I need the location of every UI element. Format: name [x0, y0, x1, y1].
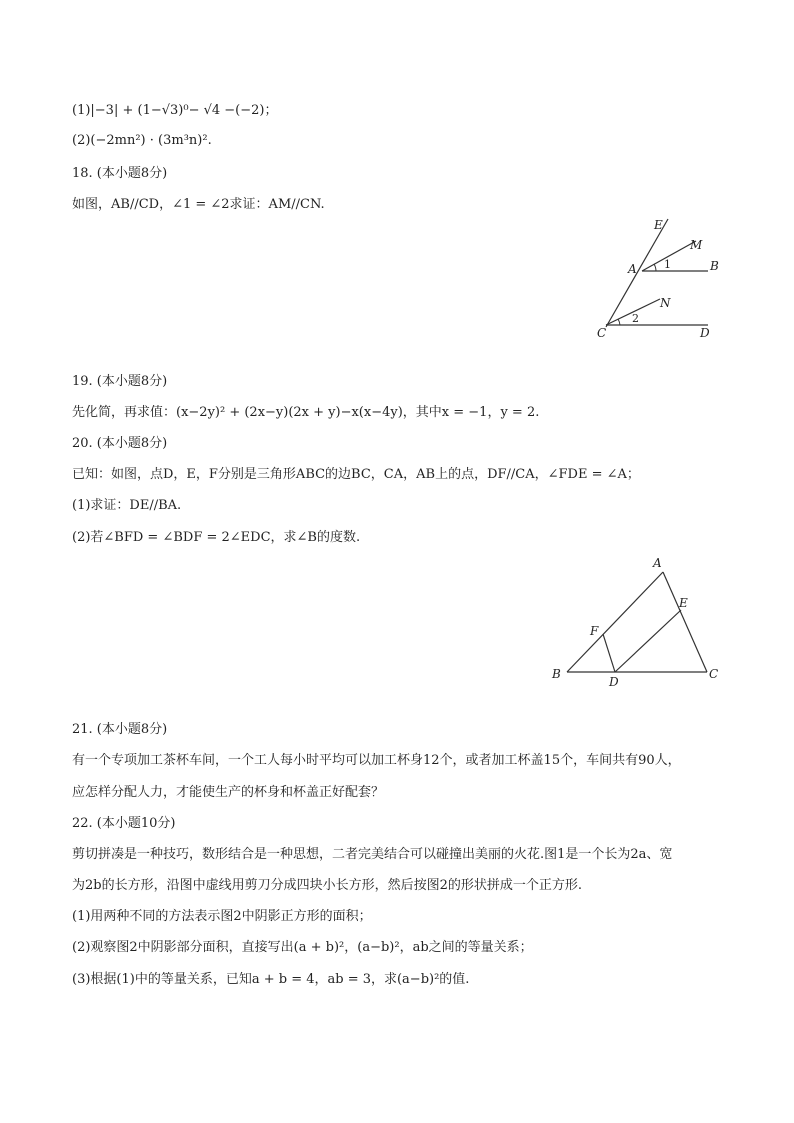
problem-17-part-2: (2)(−2mn²) · (3m³n)². [72, 133, 212, 148]
segment-de [615, 610, 681, 672]
label-a: A [628, 262, 637, 276]
figure-20-triangle [545, 552, 730, 687]
question-22-part-2: (2)观察图2中阴影部分面积，直接写出(a + b)²，(a−b)²，ab之间的等量关系； [72, 940, 533, 955]
question-22-part-3: (3)根据(1)中的等量关系，已知a + b = 4，ab = 3，求(a−b)²的值. [72, 972, 470, 987]
question-19-text: 先化简，再求值：(x−2y)² + (2x−y)(2x + y)−x(x−4y)，其中x = −1，y = 2. [72, 405, 540, 420]
angle-1-arc [654, 264, 656, 271]
label-c: C [597, 326, 607, 340]
question-21-text-2: 应怎样分配人力，才能使生产的杯身和杯盖正好配套？ [72, 785, 385, 800]
line-ec [606, 219, 668, 327]
label-angle-1: 1 [664, 258, 671, 271]
label-f: F [590, 624, 599, 638]
problem-17-part-1: (1)|−3| + (1−√3)⁰− √4 −(−2)； [72, 103, 278, 118]
label-n: N [660, 296, 671, 310]
question-22-text-2: 为2b的长方形，沿图中虚线用剪刀分成四块小长方形，然后按图2的形状拼成一个正方形. [72, 878, 582, 893]
label-m: M [690, 238, 703, 252]
question-20-part-2: (2)若∠BFD = ∠BDF = 2∠EDC，求∠B的度数. [72, 530, 361, 545]
figure-18-parallel-lines [590, 215, 730, 345]
label-e: E [679, 596, 688, 610]
label-d: D [609, 675, 619, 687]
label-e: E [654, 218, 663, 232]
question-21-heading: 21. (本小题8分) [72, 722, 168, 737]
question-19-heading: 19. (本小题8分) [72, 374, 168, 389]
question-18-heading: 18. (本小题8分) [72, 166, 168, 181]
angle-2-arc [618, 319, 620, 325]
question-18-text: 如图，AB//CD，∠1 = ∠2求证：AM//CN. [72, 197, 325, 212]
question-20-part-1: (1)求证：DE//BA. [72, 498, 182, 513]
label-b: B [710, 259, 719, 273]
side-ac [663, 572, 707, 672]
question-22-heading: 22. (本小题10分) [72, 816, 176, 831]
question-21-text-1: 有一个专项加工茶杯车间，一个工人每小时平均可以加工杯身12个，或者加工杯盖15个，车间共有90人， [72, 753, 681, 768]
question-22-part-1: (1)用两种不同的方法表示图2中阴影正方形的面积； [72, 909, 372, 924]
label-b: B [552, 667, 561, 681]
side-ab [567, 572, 663, 672]
label-angle-2: 2 [632, 312, 639, 325]
label-d: D [700, 326, 710, 340]
label-a: A [653, 556, 662, 570]
label-c: C [709, 667, 719, 681]
question-20-text: 已知：如图，点D，E，F分别是三角形ABC的边BC，CA，AB上的点，DF//CA，∠FDE = ∠A； [72, 467, 640, 482]
segment-df [603, 634, 615, 672]
question-22-text-1: 剪切拼凑是一种技巧，数形结合是一种思想，二者完美结合可以碰撞出美丽的火花.图1是一个长为2a、宽 [72, 847, 673, 862]
question-20-heading: 20. (本小题8分) [72, 436, 168, 451]
